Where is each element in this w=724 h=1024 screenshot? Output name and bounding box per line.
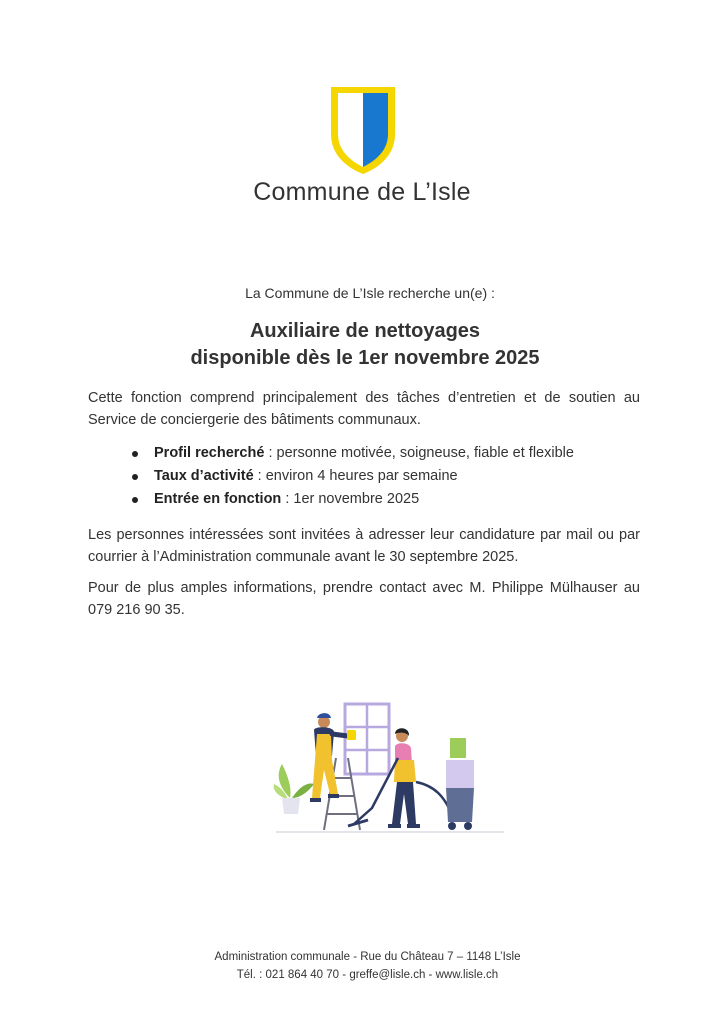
- footer-phone: Tél. : 021 864 40 70: [236, 969, 340, 981]
- footer: [0, 948, 724, 984]
- bullet-label: Profil recherché: [154, 445, 265, 461]
- bullet-text: : personne motivée, soigneuse, fiable et flexible: [264, 445, 574, 461]
- bullet-label: Entrée en fonction: [154, 491, 282, 507]
- bullet-text: : 1er novembre 2025: [281, 491, 420, 507]
- bullet-label: Taux d’activité: [154, 468, 254, 484]
- footer-website-link[interactable]: www.lisle.ch: [435, 969, 499, 981]
- commune-name: Commune de L’Isle: [253, 178, 471, 206]
- job-title-line-1: Auxiliaire de nettoyages: [249, 320, 481, 342]
- lisle-coat-of-arms-icon: [328, 84, 398, 176]
- footer-separator: -: [425, 969, 436, 981]
- application-instructions: Les personnes intéressées sont invitées à adresser leur candidature par mail ou par courrier à l’Administration communale avant le 30 septembre 2025.: [88, 527, 640, 565]
- bullet-text: : environ 4 heures par semaine: [253, 468, 458, 484]
- requirements-list: [132, 442, 574, 511]
- bullet-icon: [132, 451, 138, 457]
- contact-info: Pour de plus amples informations, prendre contact avec M. Philippe Mülhauser au 079 216 90 35.: [88, 580, 640, 618]
- footer-address: Administration communale - Rue du Château 7 – 1148 L’Isle: [214, 951, 521, 963]
- bullet-icon: [132, 474, 138, 480]
- list-item: [132, 488, 574, 511]
- list-item: [132, 442, 574, 465]
- bullet-icon: [132, 497, 138, 503]
- cleaning-workers-illustration: [268, 698, 504, 838]
- job-title: [0, 318, 724, 372]
- job-description: Cette fonction comprend principalement des tâches d’entretien et de soutien au Service de conciergerie des bâtiments communaux.: [88, 390, 640, 428]
- footer-separator: -: [339, 969, 350, 981]
- intro-text: La Commune de L’Isle recherche un(e) :: [245, 285, 495, 301]
- footer-email-link[interactable]: greffe@lisle.ch: [349, 969, 426, 981]
- job-title-line-2: disponible dès le 1er novembre 2025: [190, 347, 540, 369]
- footer-contact-line: [0, 966, 724, 984]
- list-item: [132, 465, 574, 488]
